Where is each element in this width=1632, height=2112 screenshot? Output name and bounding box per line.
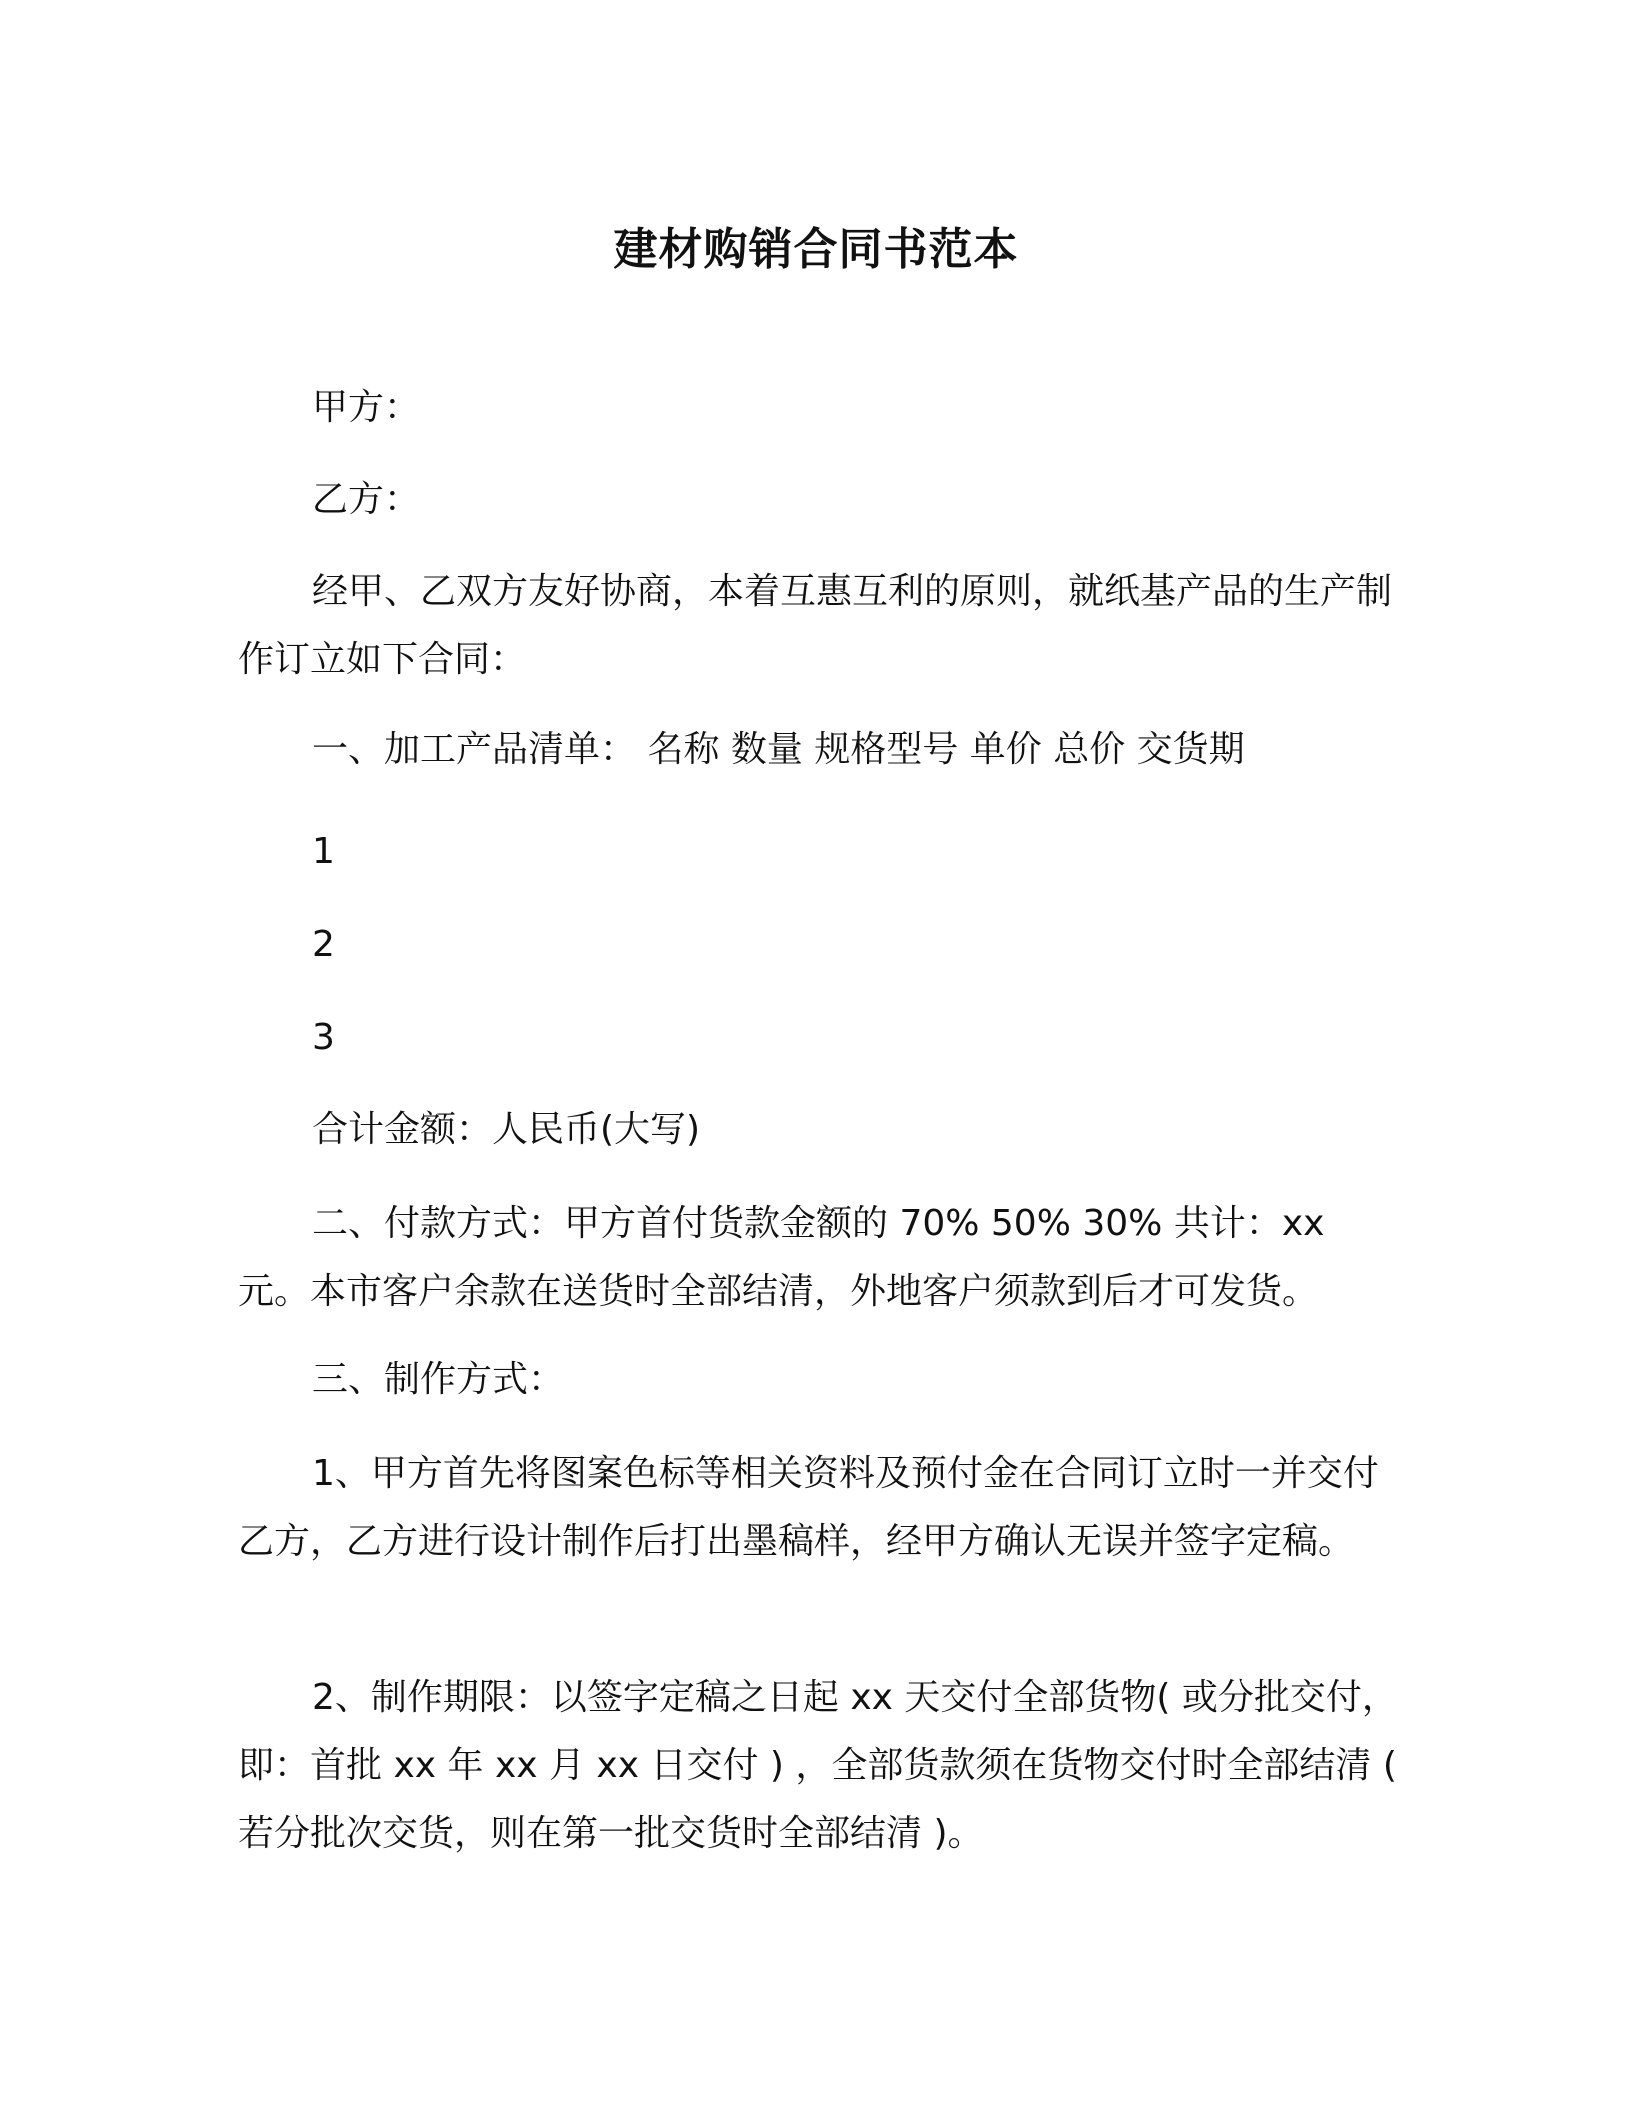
section1-heading: 一、加工产品清单： 名称 数量 规格型号 单价 总价 交货期: [312, 729, 1245, 770]
party-b-line: 乙方：: [312, 479, 421, 520]
item-row-1: 1: [312, 831, 335, 872]
document-title: 建材购销合同书范本: [613, 224, 1019, 275]
clause2-paragraph: 2、制作期限：以签字定稿之日起 xx 天交付全部货物( 或分批交付，即：首批 xx 年 xx 月 xx 日交付 ) ，全部货款须在货物交付时全部结清 ( 若分批次交货，则在第一批交货时全部结清 )。: [238, 1677, 1398, 1854]
party-a-line: 甲方：: [312, 387, 421, 428]
section3-heading: 三、制作方式：: [312, 1359, 565, 1400]
total-amount-line: 合计金额：人民币(大写): [312, 1109, 701, 1150]
section2-paragraph: 二、付款方式：甲方首付货款金额的 70% 50% 30% 共计：xx 元。本市客户余款在送货时全部结清，外地客户须款到后才可发货。: [238, 1203, 1325, 1312]
item-row-2: 2: [312, 924, 335, 965]
item-row-3: 3: [312, 1017, 335, 1058]
clause1-paragraph: 1、甲方首先将图案色标等相关资料及预付金在合同订立时一并交付乙方，乙方进行设计制作后打出墨稿样，经甲方确认无误并签字定稿。: [238, 1453, 1379, 1562]
intro-paragraph: 经甲、乙双方友好协商，本着互惠互利的原则，就纸基产品的生产制作订立如下合同：: [238, 571, 1393, 680]
